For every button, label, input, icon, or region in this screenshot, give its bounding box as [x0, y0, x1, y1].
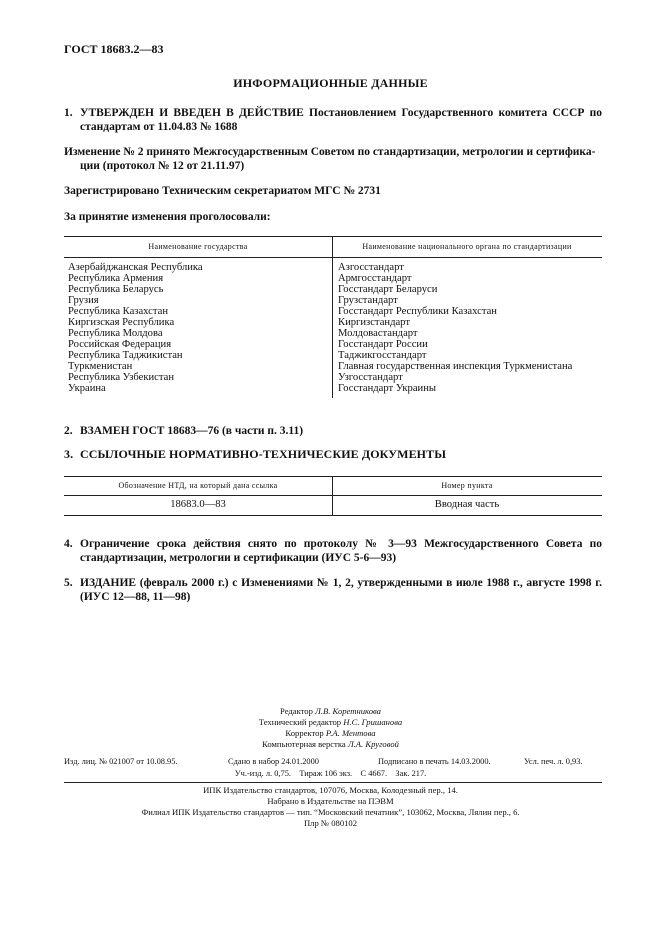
info-item-1-text: УТВЕРЖДЕН И ВВЕДЕН В ДЕЙСТВИЕ Постановлением Государственного комитета СССР по стандартам от 11.04.83 № 1688: [80, 107, 602, 133]
info-item-3: [64, 447, 602, 461]
table-row-body: Госстандарт Украины: [338, 383, 436, 394]
info-item-5-text: ИЗДАНИЕ (февраль 2000 г.) с Изменениями № 1, 2, утвержденными в июле 1988 г., августе 1998 г. (ИУС 12—88, 11—98): [80, 577, 602, 603]
table-row-state: Грузия: [68, 295, 99, 306]
info-item-4-number: 4.: [64, 538, 73, 550]
table-row-state: Республика Молдова: [68, 328, 163, 339]
credits-block: [0, 706, 661, 750]
credit-name: Л.А. Круговой: [347, 739, 399, 749]
table-header-rule: [64, 495, 602, 496]
table-row-body: Госстандарт Беларуси: [338, 284, 438, 295]
page-title: ИНФОРМАЦИОННЫЕ ДАННЫЕ: [233, 76, 428, 90]
info-item-1: [64, 106, 602, 134]
amendment-line-2: ции (протокол № 12 от 21.11.97): [80, 160, 245, 172]
column-header-state: Наименование государства: [148, 242, 248, 251]
table-row-state: Республика Армения: [68, 273, 164, 284]
table-row-state: Киргизская Республика: [68, 317, 175, 328]
info-item-3-text: ССЫЛОЧНЫЕ НОРМАТИВНО-ТЕХНИЧЕСКИЕ ДОКУМЕНТЫ: [80, 447, 447, 461]
info-item-1-number: 1.: [64, 107, 73, 119]
table-row-body: Главная государственная инспекция Туркменистана: [338, 361, 573, 372]
table-row-body: Госстандарт России: [338, 339, 428, 350]
table-row-body: Армгосстандарт: [338, 273, 412, 284]
table-row-state: Республика Узбекистан: [68, 372, 175, 383]
credit-role: Компьютерная верстка: [262, 739, 346, 749]
table-row-state: Российская Федерация: [68, 339, 172, 350]
amendment-paragraph: [64, 145, 602, 173]
table-row-state: Республика Беларусь: [68, 284, 164, 295]
table-column-divider: [332, 236, 333, 398]
table-header-rule: [64, 257, 602, 258]
info-item-5: [64, 576, 602, 604]
credit-role: Корректор: [285, 728, 324, 738]
column-header-body: Наименование национального органа по стандартизации: [362, 242, 572, 251]
info-item-5-number: 5.: [64, 577, 73, 589]
table-row-state: Азербайджанская Республика: [68, 262, 203, 273]
credit-name: Р.А. Ментова: [325, 728, 376, 738]
table-row-state: Украина: [68, 383, 106, 394]
table-row-body: Азгосстандарт: [338, 262, 404, 273]
imprint-rule: [64, 782, 602, 783]
column-header-document: Обозначение НТД, на который дана ссылка: [118, 481, 278, 490]
credit-line: [0, 728, 661, 739]
info-item-2: [64, 424, 602, 438]
imprint-block: [0, 785, 661, 829]
table-row-body: Госстандарт Республики Казахстан: [338, 306, 497, 317]
table-row-body: Таджикгосстандарт: [338, 350, 427, 361]
imprint-line: Филиал ИПК Издательство стандартов — тип. “Московский печатник”, 103062, Москва, Лялин пер., 6.: [141, 807, 520, 817]
credit-role: Технический редактор: [258, 717, 342, 727]
state-column: [68, 262, 203, 394]
table-row-state: Республика Казахстан: [68, 306, 169, 317]
body-column: [338, 262, 572, 394]
credit-line: [0, 717, 661, 728]
credit-role: Редактор: [280, 706, 313, 716]
reference-table: [64, 476, 602, 516]
info-item-2-text: ВЗАМЕН ГОСТ 18683—76 (в части п. 3.11): [80, 425, 304, 437]
credit-name: Л.В. Коретникова: [315, 706, 381, 716]
table-row-body: Молдовастандарт: [338, 328, 418, 339]
publishing-print-sheets: Усл. печ. л. 0,93.: [524, 757, 583, 766]
table-bottom-rule: [64, 515, 602, 516]
imprint-line: ИПК Издательство стандартов, 107076, Москва, Колодезный пер., 14.: [203, 785, 458, 795]
table-top-rule: [64, 236, 602, 237]
table-cell-document: 18683.0—83: [170, 499, 226, 510]
table-top-rule: [64, 476, 602, 477]
table-row-body: Киргизстандарт: [338, 317, 410, 328]
registration-note: Зарегистрировано Техническим секретариатом МГС № 2731: [64, 185, 381, 197]
info-item-3-number: 3.: [64, 447, 74, 461]
info-item-2-number: 2.: [64, 425, 73, 437]
table-row-body: Грузстандарт: [338, 295, 398, 306]
info-item-4: [64, 537, 602, 565]
imprint-line: Плр № 080102: [303, 818, 358, 828]
amendment-line-1: Изменение № 2 принято Межгосударственным Советом по стандартизации, метрологии и сертифика-: [64, 146, 596, 158]
table-row-state: Туркменистан: [68, 361, 133, 372]
publishing-details: Уч.-изд. л. 0,75. Тираж 106 экз. С 4667. Зак. 217.: [234, 769, 427, 778]
credit-line: [0, 706, 661, 717]
info-item-4-text: Ограничение срока действия снято по протоколу № 3—93 Межгосударственного Совета по стандартизации, метрологии и сертификации (ИУС 5-6—93): [80, 538, 602, 564]
credit-name: Н.С. Гришанова: [343, 717, 403, 727]
publishing-signed: Подписано в печать 14.03.2000.: [378, 757, 491, 766]
document-code: ГОСТ 18683.2—83: [64, 42, 164, 56]
table-row-body: Узгосстандарт: [338, 372, 403, 383]
voted-heading: За принятие изменения проголосовали:: [64, 211, 271, 223]
table-row-state: Республика Таджикистан: [68, 350, 183, 361]
credit-line: [0, 739, 661, 750]
publishing-sent: Сдано в набор 24.01.2000: [228, 757, 319, 766]
imprint-line: Набрано в Издательстве на ПЭВМ: [267, 796, 394, 806]
column-header-clause: Номер пункта: [441, 481, 493, 490]
voting-table: [64, 236, 602, 398]
publishing-license: Изд. лиц. № 021007 от 10.08.95.: [64, 757, 178, 766]
table-cell-clause: Вводная часть: [434, 499, 500, 510]
